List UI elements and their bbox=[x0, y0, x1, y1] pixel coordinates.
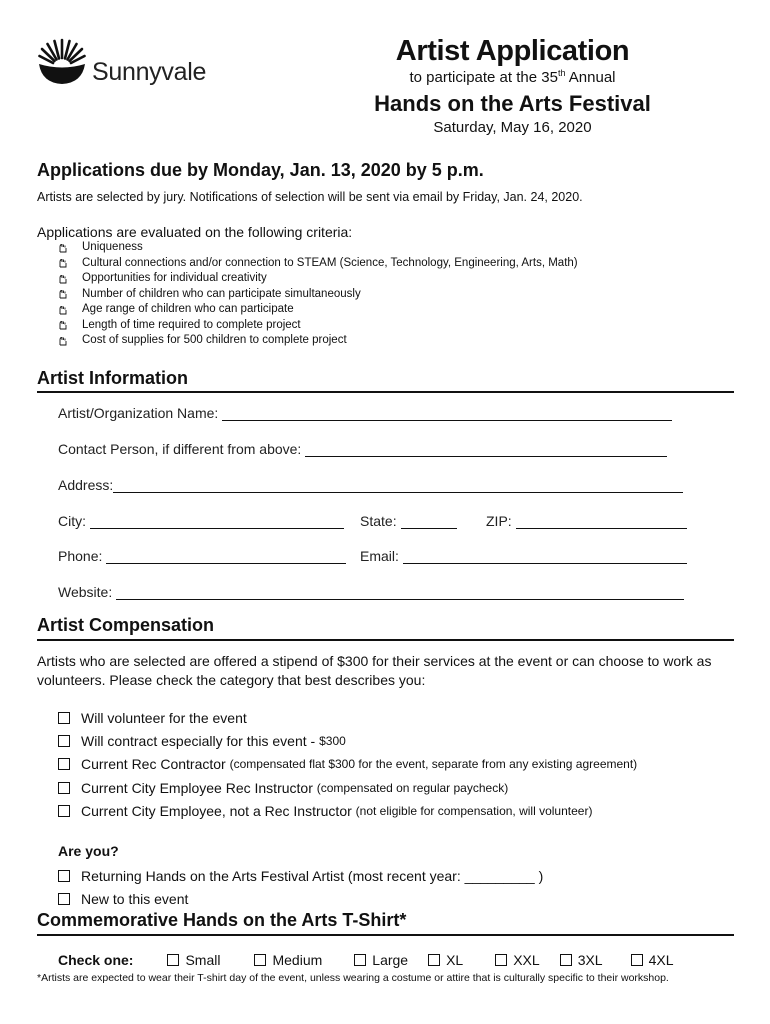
size-3xl[interactable]: 3XL bbox=[560, 952, 603, 968]
festival-date: Saturday, May 16, 2020 bbox=[433, 119, 592, 136]
checkbox[interactable] bbox=[58, 805, 70, 817]
email-label: Email: bbox=[360, 548, 399, 564]
compensation-text: Artists who are selected are offered a stipend of $300 for their services at the event or can choose to work as volunteers. Please check the category that best describes you: bbox=[37, 653, 712, 688]
checkbox[interactable] bbox=[167, 954, 179, 966]
checkbox[interactable] bbox=[631, 954, 643, 966]
checkbox[interactable] bbox=[58, 712, 70, 724]
list-item: Age range of children who can participate bbox=[58, 302, 578, 318]
phone-input[interactable] bbox=[106, 549, 346, 564]
address-field bbox=[58, 477, 683, 493]
email-input[interactable] bbox=[403, 549, 687, 564]
zip-input[interactable] bbox=[516, 514, 687, 529]
criteria-heading: Applications are evaluated on the following criteria: bbox=[37, 224, 353, 240]
city-label: City: bbox=[58, 513, 86, 529]
option-volunteer[interactable]: Will volunteer for the event bbox=[58, 706, 637, 729]
tshirt-size-row bbox=[58, 952, 674, 968]
jury-note: Artists are selected by jury. Notifications of selection will be sent via email by Friday, Jan. 24, 2020. bbox=[37, 190, 583, 204]
criteria-list bbox=[58, 240, 578, 349]
hand-icon bbox=[58, 320, 68, 330]
hand-icon bbox=[58, 258, 68, 268]
option-city-employee[interactable]: Current City Employee, not a Rec Instructor (not eligible for compensation, will volunteer) bbox=[58, 799, 637, 822]
checkbox[interactable] bbox=[495, 954, 507, 966]
address-label: Address: bbox=[58, 477, 114, 493]
logo-text: Sunnyvale bbox=[92, 58, 207, 86]
list-item: Opportunities for individual creativity bbox=[58, 271, 578, 287]
page-title: Artist Application bbox=[395, 35, 630, 67]
website-field bbox=[58, 584, 684, 600]
contact-person-input[interactable] bbox=[305, 442, 667, 457]
sun-icon bbox=[38, 37, 86, 85]
org-name-field bbox=[58, 405, 672, 421]
zip-field bbox=[486, 513, 687, 529]
contact-person-label: Contact Person, if different from above: bbox=[58, 441, 302, 457]
option-returning[interactable]: Returning Hands on the Arts Festival Artist (most recent year: _________ ) bbox=[58, 864, 543, 887]
compensation-heading: Artist Compensation bbox=[37, 615, 215, 635]
page-subtitle: to participate at the 35th Annual bbox=[409, 68, 616, 86]
website-label: Website: bbox=[58, 584, 113, 600]
list-item: Length of time required to complete project bbox=[58, 318, 578, 334]
checkbox[interactable] bbox=[354, 954, 366, 966]
state-input[interactable] bbox=[401, 514, 457, 529]
section-divider bbox=[37, 391, 734, 393]
are-you-options bbox=[58, 864, 543, 910]
section-divider bbox=[37, 934, 734, 936]
hand-icon bbox=[58, 336, 68, 346]
list-item: Number of children who can participate simultaneously bbox=[58, 287, 578, 303]
checkbox[interactable] bbox=[58, 893, 70, 905]
zip-label: ZIP: bbox=[486, 513, 512, 529]
option-new[interactable]: New to this event bbox=[58, 887, 543, 910]
artist-info-heading: Artist Information bbox=[37, 368, 188, 388]
checkbox[interactable] bbox=[254, 954, 266, 966]
hand-icon bbox=[58, 243, 68, 253]
check-one-label: Check one: bbox=[58, 952, 134, 968]
deadline-heading: Applications due by Monday, Jan. 13, 2020 by 5 p.m. bbox=[37, 160, 484, 180]
festival-name: Hands on the Arts Festival bbox=[374, 91, 651, 116]
state-field bbox=[360, 513, 457, 529]
list-item: Uniqueness bbox=[58, 240, 578, 256]
email-field bbox=[360, 548, 687, 564]
size-xl[interactable]: XL bbox=[428, 952, 463, 968]
checkbox[interactable] bbox=[58, 870, 70, 882]
checkbox[interactable] bbox=[58, 782, 70, 794]
city-input[interactable] bbox=[90, 514, 344, 529]
city-field bbox=[58, 513, 344, 529]
compensation-options bbox=[58, 706, 637, 822]
website-input[interactable] bbox=[116, 585, 684, 600]
state-label: State: bbox=[360, 513, 397, 529]
option-rec-contractor[interactable]: Current Rec Contractor (compensated flat $300 for the event, separate from any existing agreement) bbox=[58, 753, 637, 776]
size-large[interactable]: Large bbox=[354, 952, 408, 968]
phone-field bbox=[58, 548, 346, 564]
tshirt-footnote: *Artists are expected to wear their T-shirt day of the event, unless wearing a costume or attire that is culturally specific to their workshop. bbox=[37, 972, 669, 984]
option-contract[interactable]: Will contract especially for this event - $300 bbox=[58, 729, 637, 752]
option-rec-instructor[interactable]: Current City Employee Rec Instructor (compensated on regular paycheck) bbox=[58, 776, 637, 799]
hand-icon bbox=[58, 274, 68, 284]
org-name-label: Artist/Organization Name: bbox=[58, 405, 219, 421]
checkbox[interactable] bbox=[58, 758, 70, 770]
hand-icon bbox=[58, 289, 68, 299]
phone-label: Phone: bbox=[58, 548, 103, 564]
checkbox[interactable] bbox=[428, 954, 440, 966]
size-medium[interactable]: Medium bbox=[254, 952, 322, 968]
size-4xl[interactable]: 4XL bbox=[631, 952, 674, 968]
contact-person-field bbox=[58, 441, 667, 457]
tshirt-heading: Commemorative Hands on the Arts T-Shirt* bbox=[37, 910, 407, 930]
size-small[interactable]: Small bbox=[167, 952, 220, 968]
org-name-input[interactable] bbox=[222, 406, 672, 421]
address-input[interactable] bbox=[113, 478, 683, 493]
checkbox[interactable] bbox=[560, 954, 572, 966]
hand-icon bbox=[58, 305, 68, 315]
are-you-heading: Are you? bbox=[58, 843, 119, 859]
list-item: Cultural connections and/or connection to STEAM (Science, Technology, Engineering, Arts, Math) bbox=[58, 256, 578, 272]
section-divider bbox=[37, 639, 734, 641]
size-xxl[interactable]: XXL bbox=[495, 952, 539, 968]
checkbox[interactable] bbox=[58, 735, 70, 747]
list-item: Cost of supplies for 500 children to complete project bbox=[58, 333, 578, 349]
